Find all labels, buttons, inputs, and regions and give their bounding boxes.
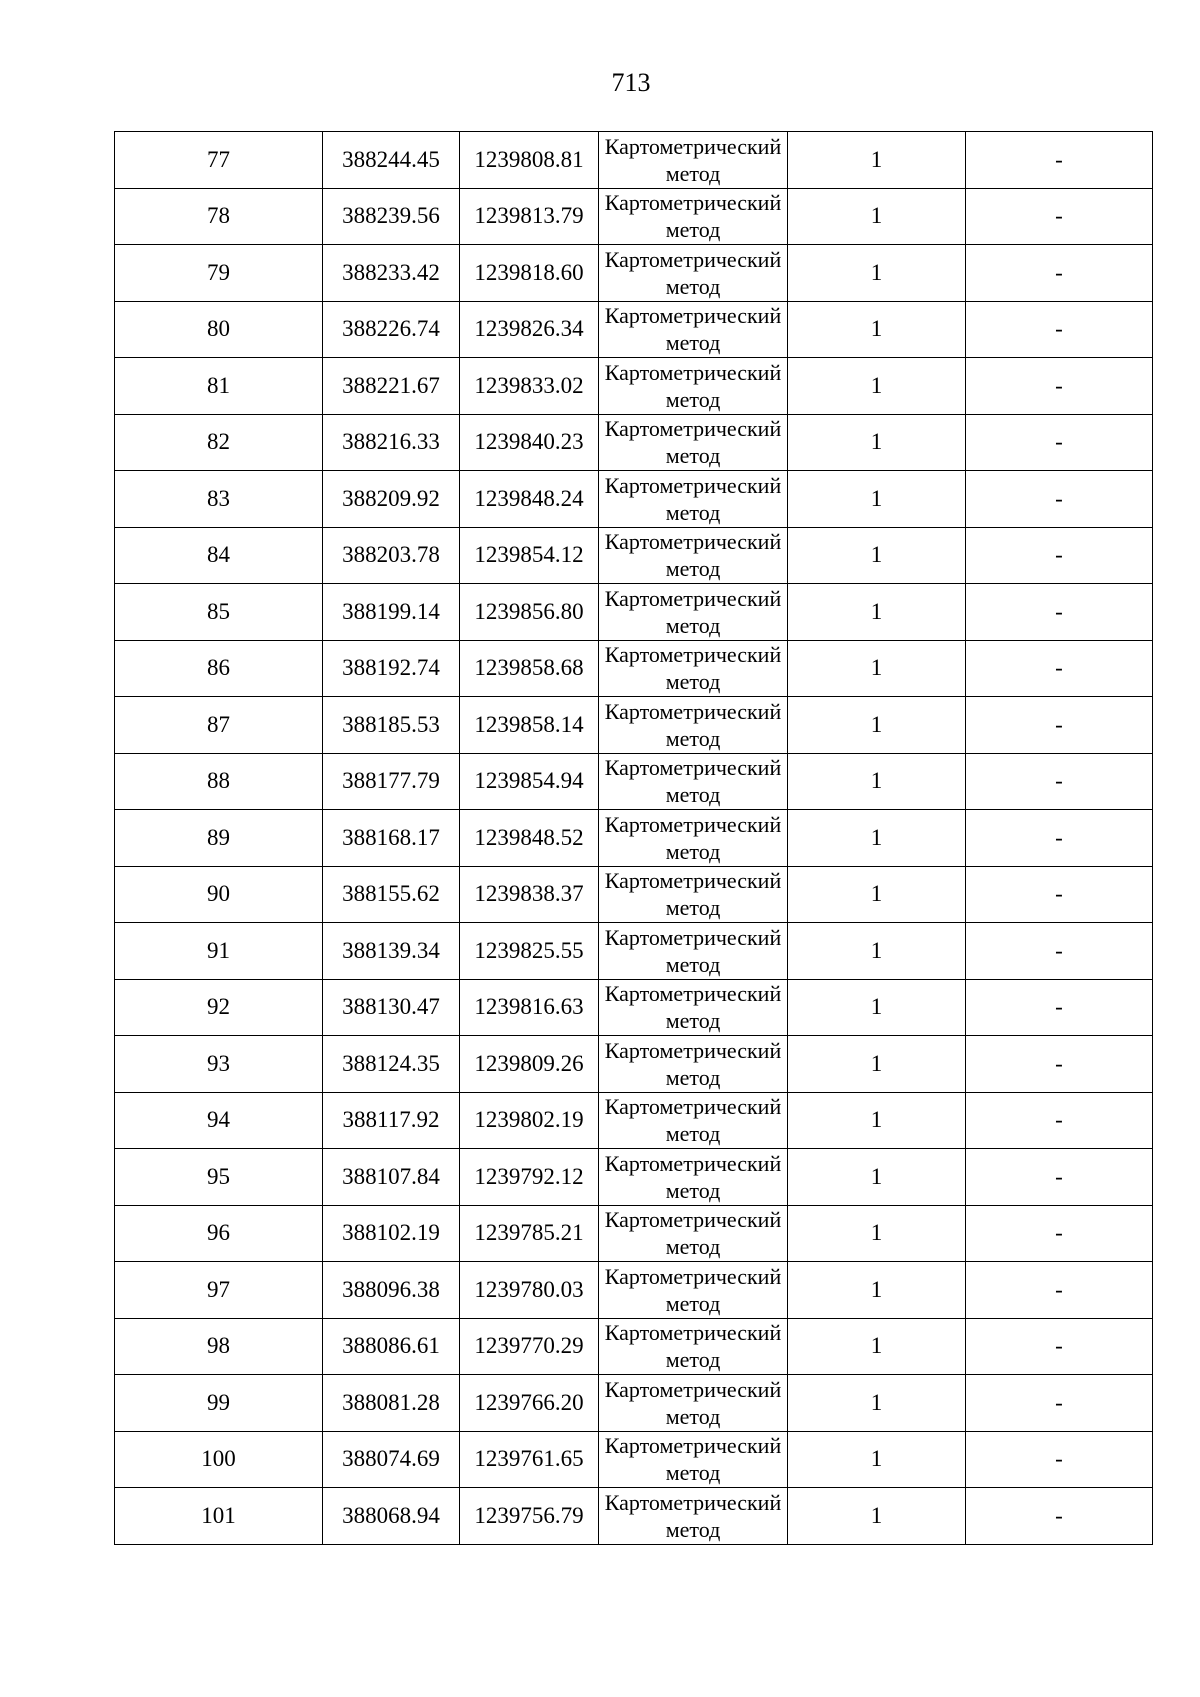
- accuracy-cell: 1: [788, 1262, 966, 1319]
- accuracy-cell: 1: [788, 923, 966, 980]
- accuracy-cell: 1: [788, 979, 966, 1036]
- accuracy-cell: 1: [788, 1375, 966, 1432]
- x-coordinate-cell: 388068.94: [323, 1488, 460, 1545]
- x-coordinate-cell: 388192.74: [323, 640, 460, 697]
- x-coordinate-cell: 388221.67: [323, 358, 460, 415]
- table-row: [115, 753, 1153, 810]
- accuracy-cell: 1: [788, 1318, 966, 1375]
- accuracy-cell: 1: [788, 188, 966, 245]
- y-coordinate-cell: 1239833.02: [460, 358, 599, 415]
- method-cell: Картометрический метод: [599, 923, 788, 980]
- y-coordinate-cell: 1239858.68: [460, 640, 599, 697]
- method-cell: Картометрический метод: [599, 471, 788, 528]
- y-coordinate-cell: 1239808.81: [460, 132, 599, 189]
- y-coordinate-cell: 1239838.37: [460, 866, 599, 923]
- y-coordinate-cell: 1239816.63: [460, 979, 599, 1036]
- y-coordinate-cell: 1239848.24: [460, 471, 599, 528]
- point-number-cell: 91: [115, 923, 323, 980]
- point-number-cell: 84: [115, 527, 323, 584]
- accuracy-cell: 1: [788, 866, 966, 923]
- table-row: [115, 1318, 1153, 1375]
- x-coordinate-cell: 388199.14: [323, 584, 460, 641]
- table-row: [115, 584, 1153, 641]
- note-cell: -: [966, 979, 1153, 1036]
- accuracy-cell: 1: [788, 697, 966, 754]
- note-cell: -: [966, 414, 1153, 471]
- y-coordinate-cell: 1239792.12: [460, 1149, 599, 1206]
- accuracy-cell: 1: [788, 1036, 966, 1093]
- x-coordinate-cell: 388177.79: [323, 753, 460, 810]
- y-coordinate-cell: 1239854.12: [460, 527, 599, 584]
- x-coordinate-cell: 388086.61: [323, 1318, 460, 1375]
- y-coordinate-cell: 1239854.94: [460, 753, 599, 810]
- note-cell: -: [966, 132, 1153, 189]
- x-coordinate-cell: 388203.78: [323, 527, 460, 584]
- accuracy-cell: 1: [788, 753, 966, 810]
- accuracy-cell: 1: [788, 301, 966, 358]
- table-row: [115, 414, 1153, 471]
- accuracy-cell: 1: [788, 1149, 966, 1206]
- note-cell: -: [966, 1092, 1153, 1149]
- method-cell: Картометрический метод: [599, 527, 788, 584]
- table-row: [115, 1431, 1153, 1488]
- note-cell: -: [966, 1205, 1153, 1262]
- y-coordinate-cell: 1239840.23: [460, 414, 599, 471]
- method-cell: Картометрический метод: [599, 1375, 788, 1432]
- point-number-cell: 90: [115, 866, 323, 923]
- method-cell: Картометрический метод: [599, 866, 788, 923]
- x-coordinate-cell: 388226.74: [323, 301, 460, 358]
- point-number-cell: 92: [115, 979, 323, 1036]
- y-coordinate-cell: 1239780.03: [460, 1262, 599, 1319]
- table-row: [115, 866, 1153, 923]
- y-coordinate-cell: 1239802.19: [460, 1092, 599, 1149]
- x-coordinate-cell: 388168.17: [323, 810, 460, 867]
- accuracy-cell: 1: [788, 810, 966, 867]
- note-cell: -: [966, 640, 1153, 697]
- y-coordinate-cell: 1239825.55: [460, 923, 599, 980]
- accuracy-cell: 1: [788, 245, 966, 302]
- point-number-cell: 87: [115, 697, 323, 754]
- point-number-cell: 94: [115, 1092, 323, 1149]
- table-row: [115, 1149, 1153, 1206]
- note-cell: -: [966, 1488, 1153, 1545]
- method-cell: Картометрический метод: [599, 358, 788, 415]
- table-row: [115, 471, 1153, 528]
- table-row: [115, 1036, 1153, 1093]
- y-coordinate-cell: 1239856.80: [460, 584, 599, 641]
- note-cell: -: [966, 1318, 1153, 1375]
- accuracy-cell: 1: [788, 527, 966, 584]
- point-number-cell: 80: [115, 301, 323, 358]
- note-cell: -: [966, 1375, 1153, 1432]
- method-cell: Картометрический метод: [599, 1205, 788, 1262]
- accuracy-cell: 1: [788, 471, 966, 528]
- table-row: [115, 1092, 1153, 1149]
- method-cell: Картометрический метод: [599, 414, 788, 471]
- y-coordinate-cell: 1239761.65: [460, 1431, 599, 1488]
- x-coordinate-cell: 388102.19: [323, 1205, 460, 1262]
- point-number-cell: 77: [115, 132, 323, 189]
- point-number-cell: 83: [115, 471, 323, 528]
- point-number-cell: 78: [115, 188, 323, 245]
- method-cell: Картометрический метод: [599, 132, 788, 189]
- table-row: [115, 1262, 1153, 1319]
- point-number-cell: 100: [115, 1431, 323, 1488]
- table-row: [115, 810, 1153, 867]
- method-cell: Картометрический метод: [599, 301, 788, 358]
- x-coordinate-cell: 388107.84: [323, 1149, 460, 1206]
- method-cell: Картометрический метод: [599, 1092, 788, 1149]
- y-coordinate-cell: 1239848.52: [460, 810, 599, 867]
- point-number-cell: 81: [115, 358, 323, 415]
- point-number-cell: 79: [115, 245, 323, 302]
- method-cell: Картометрический метод: [599, 640, 788, 697]
- note-cell: -: [966, 527, 1153, 584]
- x-coordinate-cell: 388096.38: [323, 1262, 460, 1319]
- x-coordinate-cell: 388216.33: [323, 414, 460, 471]
- x-coordinate-cell: 388185.53: [323, 697, 460, 754]
- table-row: [115, 358, 1153, 415]
- table-row: [115, 1375, 1153, 1432]
- point-number-cell: 89: [115, 810, 323, 867]
- y-coordinate-cell: 1239809.26: [460, 1036, 599, 1093]
- x-coordinate-cell: 388139.34: [323, 923, 460, 980]
- point-number-cell: 99: [115, 1375, 323, 1432]
- method-cell: Картометрический метод: [599, 753, 788, 810]
- table-row: [115, 1205, 1153, 1262]
- x-coordinate-cell: 388155.62: [323, 866, 460, 923]
- point-number-cell: 96: [115, 1205, 323, 1262]
- point-number-cell: 86: [115, 640, 323, 697]
- method-cell: Картометрический метод: [599, 584, 788, 641]
- y-coordinate-cell: 1239858.14: [460, 697, 599, 754]
- point-number-cell: 85: [115, 584, 323, 641]
- x-coordinate-cell: 388209.92: [323, 471, 460, 528]
- x-coordinate-cell: 388130.47: [323, 979, 460, 1036]
- method-cell: Картометрический метод: [599, 1318, 788, 1375]
- x-coordinate-cell: 388244.45: [323, 132, 460, 189]
- note-cell: -: [966, 358, 1153, 415]
- accuracy-cell: 1: [788, 132, 966, 189]
- point-number-cell: 95: [115, 1149, 323, 1206]
- note-cell: -: [966, 697, 1153, 754]
- x-coordinate-cell: 388117.92: [323, 1092, 460, 1149]
- y-coordinate-cell: 1239785.21: [460, 1205, 599, 1262]
- method-cell: Картометрический метод: [599, 1488, 788, 1545]
- method-cell: Картометрический метод: [599, 188, 788, 245]
- x-coordinate-cell: 388081.28: [323, 1375, 460, 1432]
- table-row: [115, 923, 1153, 980]
- method-cell: Картометрический метод: [599, 979, 788, 1036]
- table-row: [115, 301, 1153, 358]
- x-coordinate-cell: 388233.42: [323, 245, 460, 302]
- method-cell: Картометрический метод: [599, 1262, 788, 1319]
- method-cell: Картометрический метод: [599, 1036, 788, 1093]
- y-coordinate-cell: 1239770.29: [460, 1318, 599, 1375]
- note-cell: -: [966, 753, 1153, 810]
- note-cell: -: [966, 584, 1153, 641]
- x-coordinate-cell: 388239.56: [323, 188, 460, 245]
- note-cell: -: [966, 301, 1153, 358]
- point-number-cell: 93: [115, 1036, 323, 1093]
- point-number-cell: 98: [115, 1318, 323, 1375]
- x-coordinate-cell: 388074.69: [323, 1431, 460, 1488]
- note-cell: -: [966, 1036, 1153, 1093]
- accuracy-cell: 1: [788, 1431, 966, 1488]
- y-coordinate-cell: 1239826.34: [460, 301, 599, 358]
- method-cell: Картометрический метод: [599, 245, 788, 302]
- accuracy-cell: 1: [788, 1205, 966, 1262]
- point-number-cell: 101: [115, 1488, 323, 1545]
- accuracy-cell: 1: [788, 358, 966, 415]
- table-row: [115, 979, 1153, 1036]
- accuracy-cell: 1: [788, 640, 966, 697]
- accuracy-cell: 1: [788, 414, 966, 471]
- coordinates-table-body: [115, 132, 1153, 1545]
- y-coordinate-cell: 1239818.60: [460, 245, 599, 302]
- y-coordinate-cell: 1239813.79: [460, 188, 599, 245]
- page-number: 713: [611, 68, 651, 97]
- method-cell: Картометрический метод: [599, 1149, 788, 1206]
- point-number-cell: 97: [115, 1262, 323, 1319]
- table-row: [115, 640, 1153, 697]
- method-cell: Картометрический метод: [599, 810, 788, 867]
- method-cell: Картометрический метод: [599, 697, 788, 754]
- x-coordinate-cell: 388124.35: [323, 1036, 460, 1093]
- note-cell: -: [966, 471, 1153, 528]
- point-number-cell: 88: [115, 753, 323, 810]
- note-cell: -: [966, 245, 1153, 302]
- table-row: [115, 1488, 1153, 1545]
- note-cell: -: [966, 923, 1153, 980]
- accuracy-cell: 1: [788, 1488, 966, 1545]
- table-row: [115, 188, 1153, 245]
- coordinates-table: [114, 131, 1153, 1545]
- point-number-cell: 82: [115, 414, 323, 471]
- note-cell: -: [966, 1431, 1153, 1488]
- y-coordinate-cell: 1239766.20: [460, 1375, 599, 1432]
- table-row: [115, 697, 1153, 754]
- table-row: [115, 527, 1153, 584]
- note-cell: -: [966, 810, 1153, 867]
- accuracy-cell: 1: [788, 1092, 966, 1149]
- table-row: [115, 132, 1153, 189]
- note-cell: -: [966, 1149, 1153, 1206]
- y-coordinate-cell: 1239756.79: [460, 1488, 599, 1545]
- method-cell: Картометрический метод: [599, 1431, 788, 1488]
- table-row: [115, 245, 1153, 302]
- accuracy-cell: 1: [788, 584, 966, 641]
- note-cell: -: [966, 866, 1153, 923]
- note-cell: -: [966, 188, 1153, 245]
- note-cell: -: [966, 1262, 1153, 1319]
